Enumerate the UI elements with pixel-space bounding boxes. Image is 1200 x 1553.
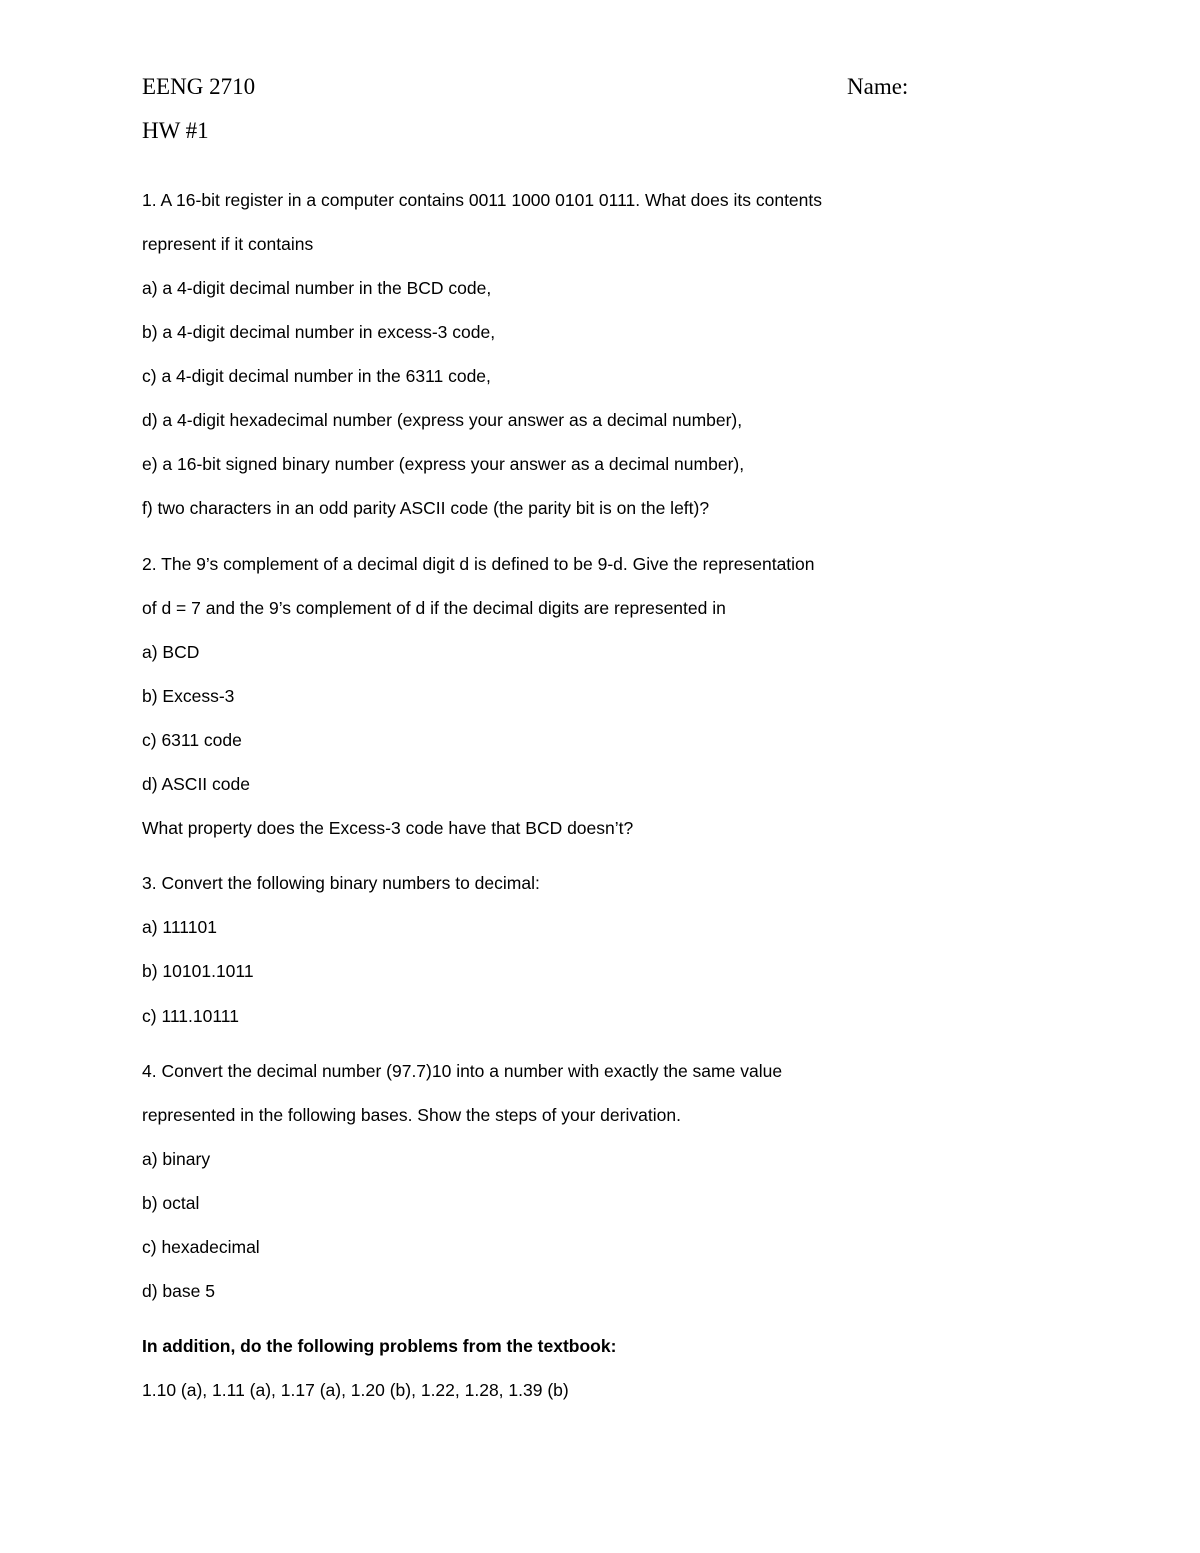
name-label: Name: [847, 74, 909, 99]
question-2-item-a: a) BCD [142, 642, 200, 662]
question-3-item-c: c) 111.10111 [142, 1006, 239, 1026]
question-4-text-cont: represented in the following bases. Show the steps of your derivation. [142, 1105, 681, 1125]
question-2-item-c: c) 6311 code [142, 730, 242, 750]
question-1-item-f: f) two characters in an odd parity ASCII code (the parity bit is on the left)? [142, 498, 710, 518]
question-4-item-b: b) octal [142, 1193, 200, 1213]
question-2-item-b: b) Excess-3 [142, 686, 235, 706]
homework-title: HW #1 [142, 118, 209, 143]
question-3-text: 3. Convert the following binary numbers to decimal: [142, 873, 540, 893]
question-4-item-d: d) base 5 [142, 1281, 215, 1301]
question-1-item-d: d) a 4-digit hexadecimal number (express your answer as a decimal number), [142, 410, 743, 430]
question-4-item-a: a) binary [142, 1149, 211, 1169]
question-1-text: 1. A 16-bit register in a computer contains 0011 1000 0101 0111. What does its contents [142, 190, 823, 210]
question-3-item-a: a) 111101 [142, 917, 217, 937]
textbook-heading: In addition, do the following problems from the textbook: [142, 1336, 617, 1356]
question-2-text-cont: of d = 7 and the 9’s complement of d if the decimal digits are represented in [142, 598, 726, 618]
question-1-item-c: c) a 4-digit decimal number in the 6311 code, [142, 366, 491, 386]
question-4-item-c: c) hexadecimal [142, 1237, 260, 1257]
question-1-item-e: e) a 16-bit signed binary number (express your answer as a decimal number), [142, 454, 745, 474]
question-2-text: 2. The 9’s complement of a decimal digit d is defined to be 9-d. Give the representation [142, 554, 815, 574]
question-1-item-b: b) a 4-digit decimal number in excess-3 code, [142, 322, 496, 342]
textbook-problems: 1.10 (a), 1.11 (a), 1.17 (a), 1.20 (b), 1.22, 1.28, 1.39 (b) [142, 1380, 569, 1400]
question-3-item-b: b) 10101.1011 [142, 961, 254, 981]
course-code: EENG 2710 [142, 74, 256, 99]
question-2-followup: What property does the Excess-3 code have that BCD doesn’t? [142, 818, 634, 838]
question-1-item-a: a) a 4-digit decimal number in the BCD code, [142, 278, 492, 298]
question-1-text-cont: represent if it contains [142, 234, 314, 254]
question-4-text: 4. Convert the decimal number (97.7)10 into a number with exactly the same value [142, 1061, 783, 1081]
question-2-item-d: d) ASCII code [142, 774, 250, 794]
